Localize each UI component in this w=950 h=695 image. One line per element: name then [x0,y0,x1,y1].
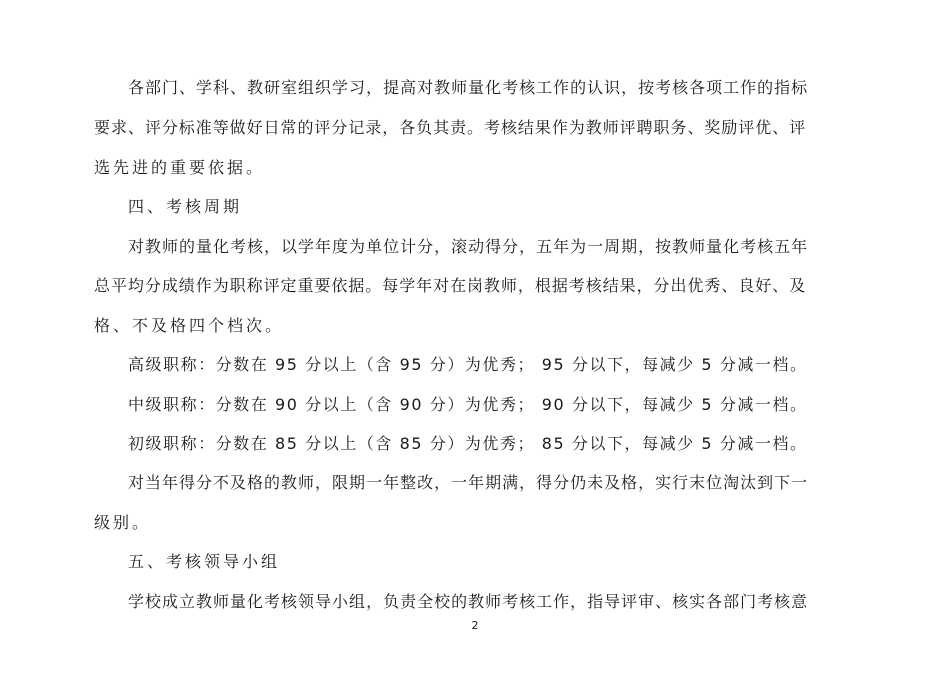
paragraph-line: 总平均分成绩作为职称评定重要依据。每学年对在岗教师，根据考核结果，分出优秀、良好、及 [94,276,807,295]
section-heading: 五、考核领导小组 [128,552,281,571]
paragraph-line: 选先进的重要依据。 [94,158,266,177]
paragraph-line: 要求、评分标准等做好日常的评分记录，各负其责。考核结果作为教师评聘职务、奖励评优、评 [94,118,807,137]
paragraph-line: 学校成立教师量化考核领导小组，负责全校的教师考核工作，指导评审、核实各部门考核意 [128,592,809,611]
paragraph-line: 对教师的量化考核，以学年度为单位计分，滚动得分，五年为一周期，按教师量化考核五年 [128,237,809,256]
grade-rule-intermediate: 中级职称：分数在 90 分以上（含 90 分）为优秀； 90 分以下，每减少 5 分减一档。 [128,395,808,414]
section-heading: 四、考核周期 [128,197,243,216]
grade-rule-senior: 高级职称：分数在 95 分以上（含 95 分）为优秀； 95 分以下，每减少 5 分减一档。 [128,355,808,374]
grade-rule-junior: 初级职称：分数在 85 分以上（含 85 分）为优秀； 85 分以下，每减少 5 分减一档。 [128,434,808,453]
paragraph-line: 各部门、学科、教研室组织学习，提高对教师量化考核工作的认识，按考核各项工作的指标 [128,78,809,97]
paragraph-line: 格、不及格四个档次。 [94,316,285,335]
paragraph-line: 级别。 [94,513,152,532]
page-number: 2 [471,619,479,632]
paragraph-line: 对当年得分不及格的教师，限期一年整改，一年期满，得分仍未及格，实行末位淘汰到下一 [128,473,809,492]
